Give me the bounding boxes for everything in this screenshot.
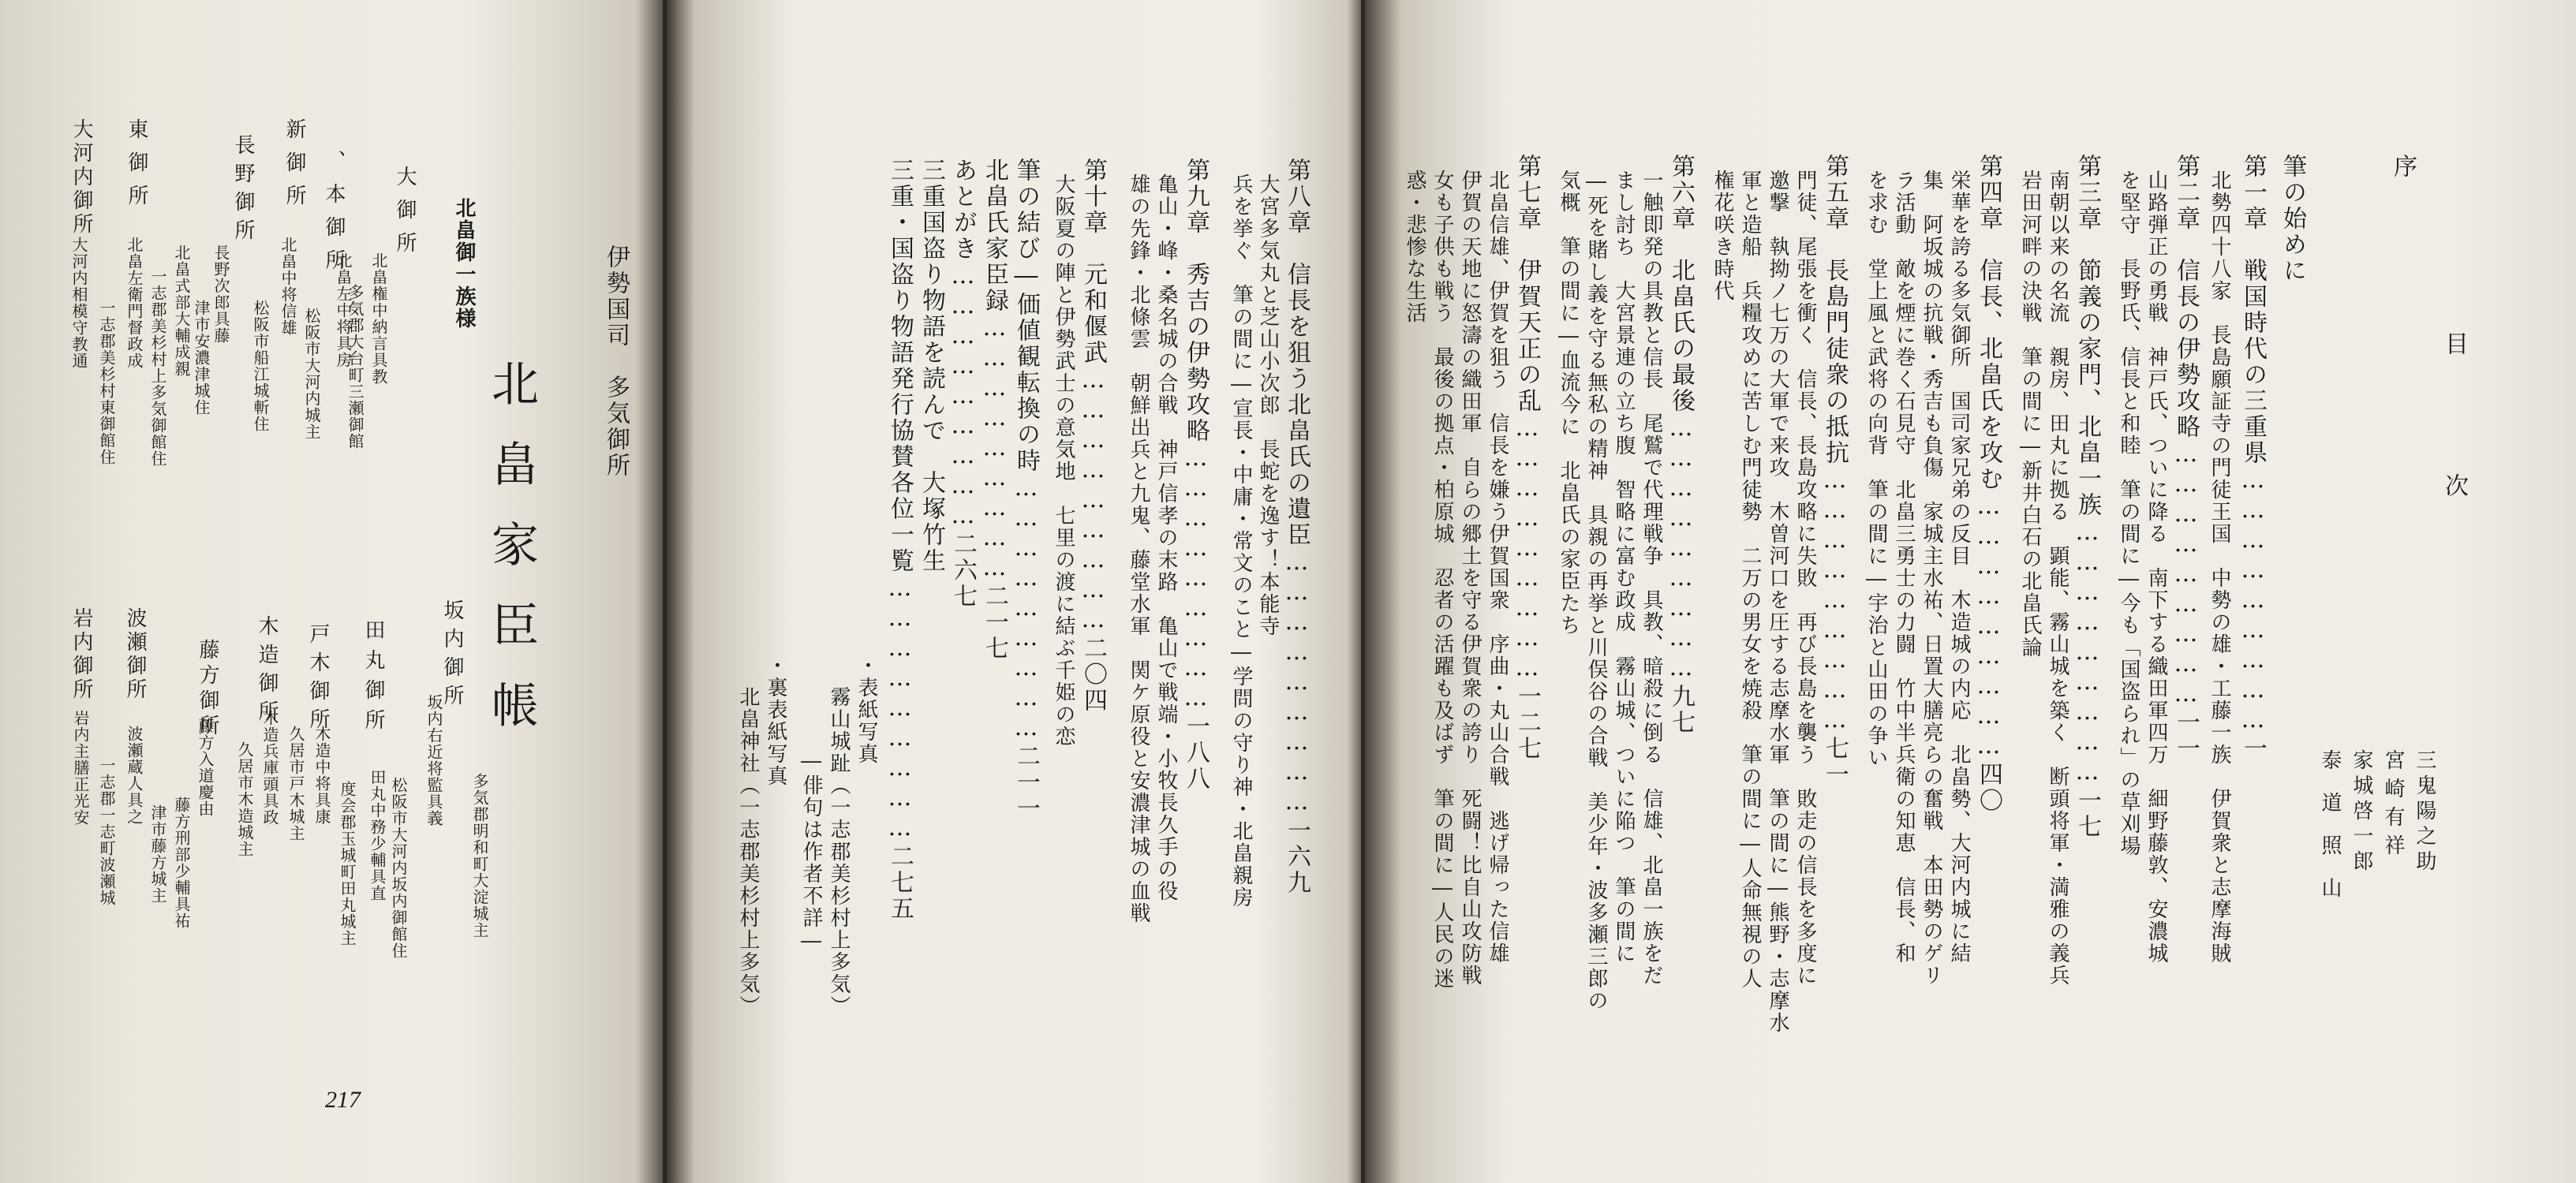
- middle-page: [667, 0, 1361, 1183]
- toc-column: 北勢四十八家 長島願証寺の門徒王国 中勢の雄・工藤一族 伊賀衆と志摩海賊: [2208, 170, 2231, 965]
- toc-column: 雄の先鋒・北條雲 朝鮮出兵と九鬼、藤堂水軍 関ケ原役と安濃津城の血戦: [1127, 174, 1150, 924]
- author-name: 三鬼陽之助: [2413, 749, 2436, 875]
- clan-heading: 北畠御一族様: [452, 197, 476, 330]
- entry-sub: 長野次郎具藤: [211, 244, 230, 344]
- entry-sub: 一志郡美杉村上多気御館住: [148, 268, 167, 467]
- cover-caption: ―俳句は作者不詳―: [799, 749, 823, 954]
- lower-entry-sub: 木造中将具康: [312, 726, 331, 825]
- lower-entry-sub: 藤方入道慶由: [196, 718, 215, 817]
- toc-column: 第六章 北畠氏の最後………………………九七: [1667, 154, 1695, 736]
- lower-entry-label: 藤方刑部少輔具祐: [172, 797, 191, 929]
- lower-entry-sub: 坂内右近将監具義: [424, 694, 443, 827]
- toc-column: ―死を賭し義を守る無私の精神 具親の再挙と川俣谷の合戦 美少年・波多瀬三郎の: [1584, 170, 1608, 1012]
- left-page: [0, 0, 663, 1183]
- toc-column: 三重・国盗り物語発行協賛各位一覧………………………二七五: [886, 158, 914, 922]
- cover-caption: 霧山城趾（一志郡美杉村上多気）: [827, 686, 851, 1017]
- toc-column: 第七章 伊賀天正の乱………………………一二七: [1513, 154, 1541, 762]
- entry-label: 大御所: [393, 166, 417, 265]
- toc-column: 気概 筆の間に―血流今に 北畠氏の家臣たち: [1557, 170, 1580, 636]
- lower-entry-label: 岩内御所: [69, 607, 93, 702]
- author-name: 家城啓一郎: [2350, 749, 2373, 875]
- lower-entry-sub: 岩内主膳正光安: [71, 710, 90, 826]
- toc-column: 第八章 信長を狙う北畠氏の遺臣………………………一六九: [1283, 158, 1310, 896]
- entry-label: 新御所: [282, 118, 306, 218]
- toc-column: 惑・悲惨な生活: [1403, 170, 1426, 324]
- toc-column: 女も子供も戦う 最後の拠点・柏原城 忍者の活躍も及ばず 筆の間に―人民の迷: [1430, 170, 1454, 990]
- toc-column: 第二章 信長の伊勢攻略………………………一一: [2172, 154, 2200, 762]
- author-name: 宮崎有祥: [2381, 749, 2405, 863]
- lower-entry-sub: 田丸中務少輔具直: [368, 769, 387, 901]
- cover-caption: 北畠神社（一志郡美杉村上多気）: [736, 686, 760, 1017]
- toc-column: 第三章 節義の家門、北畠一族………………………一七: [2073, 154, 2101, 840]
- toc-column: 邀撃 執拗ノ七万の大軍で来攻 木曽河口を圧する志摩水軍 筆の間に―熊野・志摩水: [1766, 170, 1789, 1034]
- toc-column: 大宮多気丸と芝山小次郎 長蛇を逸す！本能寺: [1256, 174, 1280, 637]
- lower-entry-label: 木造御所: [255, 615, 279, 729]
- toc-column: 集 阿坂城の抗戦・秀吉も負傷 家城主水祐、日置大膳亮らの奮戦 本田勢のゲリ: [1920, 170, 1943, 987]
- entry-label: 北畠式部大輔成親: [172, 244, 191, 377]
- toc-column: 第一章 戦国時代の三重県………………………一: [2239, 154, 2267, 762]
- book-title: 北畠家臣帳: [484, 359, 539, 761]
- toc-column: 三重国盗り物語を読んで 大塚竹生: [918, 158, 945, 574]
- entry-sub: 北畠左中将具房: [334, 252, 353, 368]
- toc-column: 北畠氏家臣録………………………二一七: [981, 158, 1008, 662]
- cover-caption: ・表紙写真: [854, 655, 878, 765]
- toc-column: 筆の結び―価値観転換の時………………………二一一: [1012, 158, 1040, 822]
- author-name: 泰道照山: [2318, 749, 2342, 920]
- toc-column: 北畠信雄、伊賀を狙う 信長を嫌う伊賀国衆 序曲・丸山合戦 逃げ帰った信雄: [1486, 170, 1509, 965]
- toc-column: 兵を挙ぐ 筆の間に―宣長・中庸・常文のこと―学問の守り神・北畠親房: [1229, 174, 1253, 909]
- entry-sub2: 津市安濃津城住: [192, 300, 211, 416]
- toc-column: を求む 堂上風と武将の向背 筆の間に―宇治と山田の争い: [1864, 170, 1888, 769]
- lower-entry-sub: 木造兵庫頭具政: [260, 710, 279, 826]
- entry-label: 大河内御所: [69, 118, 93, 237]
- entry-sub: 北畠中将信雄: [279, 237, 297, 336]
- toc-column: 第五章 長島門徒衆の抵抗………………………七一: [1821, 154, 1849, 788]
- preface-heading: 序: [2389, 154, 2417, 180]
- toc-column: 第九章 秀吉の伊勢攻略………………………一八八: [1182, 158, 1209, 792]
- contents-heading: 目次: [2440, 331, 2468, 615]
- lower-entry-sub2: 一志郡一志町波瀬城: [97, 757, 116, 906]
- toc-column: 山路弾正の勇戦 神戸氏、ついに降る 南下する織田軍四万 細野藤敦、安濃城: [2144, 170, 2168, 965]
- entry-sub2: 松阪市大河内城主: [302, 308, 321, 440]
- entry-label: 東御所: [125, 118, 148, 218]
- toc-column: 岩田河畔の決戦 筆の間に―新井白石の北畠氏論: [2018, 170, 2042, 659]
- entry-sub: 北畠権中納言具教: [369, 252, 388, 385]
- lower-entry-sub: 波瀬蔵人具之: [125, 726, 144, 825]
- entry-label: 長野御所: [231, 134, 255, 248]
- toc-column: を堅守 長野氏、信長と和睦 筆の間に―今も「国盗られ」の草刈場: [2117, 170, 2140, 857]
- toc-column: あとがき………………………二六七: [949, 158, 977, 610]
- toc-column: 南朝以来の名流 親房、田丸に拠る 顕能、霧山城を築く 断頭将軍・満雅の義兵: [2046, 170, 2069, 987]
- lower-entry-sub2: 松阪市大河内坂内御館住: [389, 777, 408, 959]
- toc-column: 大阪夏の陣と伊勢武士の意気地 七里の渡に結ぶ千姫の恋: [1052, 174, 1075, 748]
- toc-column: 権花咲き時代: [1710, 170, 1734, 302]
- domain-line: 伊勢国司 多気御所: [602, 244, 630, 479]
- lower-entry-label: 戸木御所: [306, 623, 330, 737]
- toc-column: 筆の始めに: [2279, 154, 2306, 284]
- entry-sub2: 一志郡美杉村東御館住: [97, 300, 116, 465]
- lower-entry-label: 藤方御所: [196, 639, 219, 740]
- entry-label: 、本御所: [322, 150, 346, 282]
- toc-column: 第四章 信長、北畠氏を攻む………………………四〇: [1975, 154, 2002, 814]
- entry-sub: 北畠左衛門督政成: [125, 237, 144, 369]
- lower-entry-label: 波瀬御所: [123, 607, 147, 702]
- lower-entry-label: 田丸御所: [361, 619, 385, 739]
- entry-sub2: 松阪市船江城斬住: [251, 300, 270, 432]
- toc-column: 門徒、尾張を衝く 信長、長島攻略に失敗 再び長島を襲う 敗走の信長を多度に: [1793, 170, 1817, 987]
- lower-entry-sub2: 多気郡明和町大淀城主: [470, 773, 489, 939]
- lower-entry-sub2: 久居市戸木城主: [286, 726, 305, 842]
- lower-entry-sub: 津市藤方城主: [148, 804, 167, 904]
- lower-entry-label: 坂内御所: [440, 599, 464, 713]
- page-number: 217: [325, 1087, 361, 1113]
- entry-sub: 大河内相模守教通: [69, 237, 88, 369]
- toc-column: ラ活動 敵を煙に巻く石見守 北畠三勇士の力闘 竹中半兵衛の知恵 信長、和: [1892, 170, 1916, 965]
- lower-entry-sub2: 度会郡玉城町田丸城主: [338, 781, 357, 946]
- lower-entry-sub2: 久居市木造城主: [235, 741, 254, 857]
- right-page: [1365, 0, 2576, 1183]
- toc-column: 第十章 元和偃武………………………二〇四: [1079, 158, 1107, 714]
- toc-column: 一触即発の具教と信長 尾鷲で代理戦争 具教、暗殺に倒る 信雄、北畠一族をだ: [1639, 170, 1663, 987]
- toc-column: まし討ち 大宮景連の立ち腹 智略に富む政成 霧山城、ついに陥つ 筆の間に: [1612, 170, 1636, 965]
- toc-column: 亀山・峰・桑名城の合戦 神戸信孝の末路 亀山で戦端・小牧長久手の役: [1154, 174, 1178, 902]
- entry-sub2: 多気郡大台町三瀬御館: [346, 284, 365, 450]
- cover-caption: ・裏表紙写真: [764, 655, 787, 787]
- toc-column: 伊賀の天地に怒濤の織田軍 自らの郷土を守る伊賀衆の誇り 死闘！比自山攻防戦: [1458, 170, 1482, 987]
- toc-column: 栄華を誇る多気御所 国司家兄弟の反目 木造城の内応 北畠勢、大河内城に結: [1947, 170, 1971, 965]
- toc-column: 軍と造船 兵糧攻めに苦しむ門徒勢 二万の男女を焼殺 筆の間に―人命無視の人: [1738, 170, 1762, 990]
